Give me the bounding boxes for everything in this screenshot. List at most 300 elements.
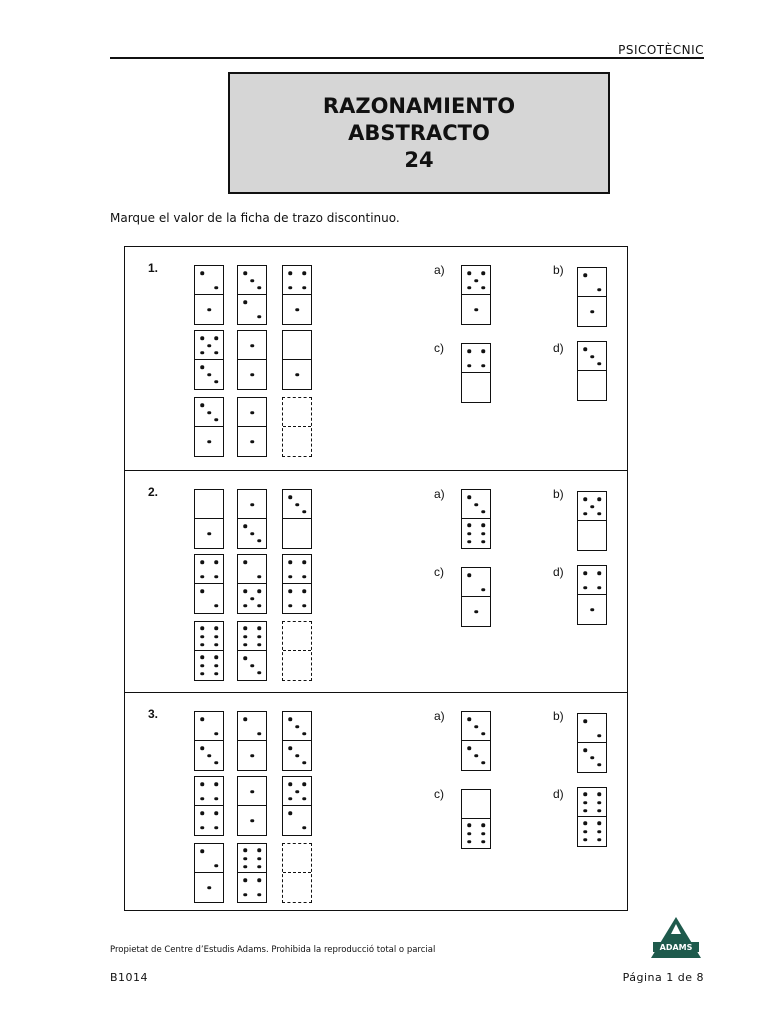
pip-dot [214,561,218,565]
domino-tile [282,330,312,390]
domino-half-bottom [238,740,266,770]
pip-dot [467,272,471,276]
option-domino [577,713,607,773]
domino-tile [194,776,224,836]
pip-dot [257,671,261,675]
pip-dot [467,832,471,836]
pip-dot [207,344,211,348]
domino-tile [237,397,267,457]
pip-dot [302,510,306,514]
domino-half-bottom [195,359,223,389]
pip-dot [295,503,299,507]
pip-dot [288,496,292,500]
pip-dot [250,532,254,536]
pip-dot [583,830,587,834]
pip-dot [597,793,601,797]
instruction: Marque el valor de la ficha de trazo discontinuo. [110,211,400,225]
pip-dot [200,747,204,751]
domino-half-bottom [195,518,223,548]
pip-dot [481,524,485,528]
domino-half-bottom [238,872,266,902]
domino-half-top [578,788,606,817]
footer-code: B1014 [110,971,149,984]
domino-tile [194,265,224,325]
adams-logo-icon [650,916,702,960]
pip-dot [583,822,587,826]
pip-dot [250,344,254,348]
domino-tile [237,554,267,614]
pip-dot [481,824,485,828]
domino-half-bottom [578,816,606,846]
domino-half-top [462,490,490,519]
pip-dot [597,362,601,366]
pip-dot [243,301,247,305]
pip-dot [200,850,204,854]
domino-tile [194,554,224,614]
pip-dot [288,590,292,594]
domino-half-top [283,266,311,295]
missing-domino [282,843,312,903]
pip-dot [288,812,292,816]
pip-dot [257,893,261,897]
pip-dot [288,783,292,787]
pip-dot [288,561,292,565]
domino-half-top [238,777,266,806]
footer-page: Página 1 de 8 [622,971,704,984]
pip-dot [214,672,218,676]
domino-half-top [238,712,266,741]
pip-dot [207,754,211,758]
pip-dot [214,575,218,579]
pip-dot [257,857,261,861]
domino-tile [194,397,224,457]
pip-dot [200,575,204,579]
domino-half-top [238,555,266,584]
question-panel-2 [124,470,628,693]
question-panel-3 [124,692,628,911]
pip-dot [583,793,587,797]
domino-half-top [283,712,311,741]
pip-dot [243,590,247,594]
pip-dot [295,790,299,794]
pip-dot [302,604,306,608]
title-box [228,72,610,194]
pip-dot [481,286,485,290]
pip-dot [302,783,306,787]
pip-dot [302,732,306,736]
domino-half-top [462,568,490,597]
pip-dot [474,308,478,312]
pip-dot [295,308,299,312]
domino-tile [282,711,312,771]
domino-half-top [283,331,311,360]
pip-dot [288,575,292,579]
pip-dot [590,355,594,359]
pip-dot [250,411,254,415]
domino-half-top [238,398,266,427]
domino-half-top [238,331,266,360]
pip-dot [583,720,587,724]
pip-dot [214,380,218,384]
footer-note: Propietat de Centre d’Estudis Adams. Prohibida la reproducció total o parcial [110,945,436,955]
domino-tile [194,621,224,681]
pip-dot [467,532,471,536]
pip-dot [200,366,204,370]
pip-dot [481,588,485,592]
pip-dot [214,635,218,639]
pip-dot [597,498,601,502]
pip-dot [481,364,485,368]
pip-dot [481,540,485,544]
question-number: 3. [148,707,159,721]
domino-half-top [195,844,223,873]
pip-dot [200,337,204,341]
domino-half-bottom [283,359,311,389]
pip-dot [214,286,218,290]
pip-dot [597,822,601,826]
domino-half-bottom [283,294,311,324]
pip-dot [200,635,204,639]
pip-dot [583,809,587,813]
pip-dot [257,575,261,579]
domino-half-bottom [578,296,606,326]
pip-dot [597,512,601,516]
option-label: b) [553,709,564,723]
pip-dot [590,608,594,612]
header-rule [110,57,704,59]
domino-tile [237,776,267,836]
pip-dot [474,610,478,614]
pip-dot [257,627,261,631]
domino-half-bottom [283,650,311,680]
pip-dot [200,590,204,594]
pip-dot [302,590,306,594]
domino-half-bottom [283,426,311,456]
pip-dot [481,350,485,354]
domino-half-bottom [195,294,223,324]
domino-half-bottom [238,359,266,389]
pip-dot [214,864,218,868]
pip-dot [302,761,306,765]
domino-half-top [195,490,223,519]
domino-half-bottom [238,518,266,548]
domino-half-top [578,268,606,297]
pip-dot [590,310,594,314]
pip-dot [207,308,211,312]
domino-tile [194,711,224,771]
pip-dot [583,348,587,352]
pip-dot [288,272,292,276]
option-label: d) [553,787,564,801]
pip-dot [200,351,204,355]
pip-dot [250,279,254,283]
pip-dot [200,826,204,830]
pip-dot [243,893,247,897]
domino-tile [237,711,267,771]
pip-dot [200,272,204,276]
pip-dot [200,664,204,668]
pip-dot [295,754,299,758]
pip-dot [257,732,261,736]
pip-dot [243,865,247,869]
domino-half-bottom [462,518,490,548]
domino-half-top [195,777,223,806]
domino-half-bottom [283,805,311,835]
pip-dot [467,718,471,722]
domino-half-top [238,266,266,295]
pip-dot [467,824,471,828]
domino-half-top [195,555,223,584]
option-label: c) [434,341,444,355]
pip-dot [200,783,204,787]
pip-dot [467,496,471,500]
pip-dot [467,574,471,578]
pip-dot [243,857,247,861]
pip-dot [583,801,587,805]
domino-half-bottom [195,872,223,902]
pip-dot [214,643,218,647]
domino-half-top [238,490,266,519]
pip-dot [583,838,587,842]
pip-dot [207,886,211,890]
domino-half-bottom [238,650,266,680]
domino-half-bottom [238,583,266,613]
domino-half-bottom [195,805,223,835]
title-line-1: RAZONAMIENTO [322,93,516,118]
domino-half-top [462,344,490,373]
pip-dot [214,656,218,660]
pip-dot [583,498,587,502]
domino-half-bottom [195,650,223,680]
pip-dot [467,364,471,368]
option-label: b) [553,263,564,277]
pip-dot [243,635,247,639]
pip-dot [257,849,261,853]
option-label: b) [553,487,564,501]
domino-half-bottom [238,426,266,456]
pip-dot [481,272,485,276]
domino-half-top [462,266,490,295]
domino-half-top [195,712,223,741]
pip-dot [214,783,218,787]
pip-dot [474,279,478,283]
pip-dot [257,590,261,594]
pip-dot [467,350,471,354]
pip-dot [597,809,601,813]
domino-half-bottom [195,740,223,770]
pip-dot [467,286,471,290]
pip-dot [214,732,218,736]
pip-dot [214,351,218,355]
pip-dot [583,586,587,590]
domino-tile [194,330,224,390]
pip-dot [250,373,254,377]
pip-dot [597,572,601,576]
pip-dot [257,865,261,869]
pip-dot [597,734,601,738]
domino-tile [282,776,312,836]
pip-dot [474,503,478,507]
option-domino [577,565,607,625]
option-domino [577,787,607,847]
pip-dot [207,532,211,536]
pip-dot [200,656,204,660]
pip-dot [243,718,247,722]
domino-half-top [195,331,223,360]
domino-tile [282,265,312,325]
pip-dot [257,879,261,883]
pip-dot [481,761,485,765]
pip-dot [295,725,299,729]
pip-dot [207,373,211,377]
domino-tile [282,554,312,614]
option-label: c) [434,787,444,801]
pip-dot [200,812,204,816]
domino-half-bottom [283,518,311,548]
pip-dot [288,747,292,751]
pip-dot [250,819,254,823]
domino-half-bottom [238,294,266,324]
pip-dot [257,539,261,543]
option-domino [461,343,491,403]
pip-dot [302,797,306,801]
pip-dot [302,272,306,276]
pip-dot [597,838,601,842]
domino-tile [237,489,267,549]
pip-dot [467,840,471,844]
domino-half-bottom [195,426,223,456]
pip-dot [590,505,594,509]
pip-dot [257,643,261,647]
option-label: d) [553,565,564,579]
question-panel-1 [124,246,628,471]
domino-tile [237,621,267,681]
pip-dot [481,732,485,736]
option-label: a) [434,487,445,501]
title-line-2: ABSTRACTO [348,120,490,145]
option-label: a) [434,263,445,277]
pip-dot [243,525,247,529]
pip-dot [288,286,292,290]
option-domino [577,341,607,401]
option-label: d) [553,341,564,355]
domino-half-bottom [238,805,266,835]
pip-dot [214,337,218,341]
domino-half-top [238,622,266,651]
domino-half-top [283,398,311,427]
pip-dot [250,754,254,758]
pip-dot [583,572,587,576]
pip-dot [302,826,306,830]
domino-half-top [462,790,490,819]
domino-tile [237,265,267,325]
pip-dot [257,315,261,319]
pip-dot [243,643,247,647]
domino-half-top [283,555,311,584]
option-domino [461,265,491,325]
pip-dot [597,586,601,590]
pip-dot [583,512,587,516]
pip-dot [250,597,254,601]
domino-half-top [283,490,311,519]
domino-half-top [195,266,223,295]
pip-dot [288,718,292,722]
pip-dot [583,749,587,753]
domino-tile [194,489,224,549]
pip-dot [481,532,485,536]
pip-dot [250,503,254,507]
pip-dot [295,373,299,377]
pip-dot [250,664,254,668]
pip-dot [214,604,218,608]
domino-half-bottom [462,818,490,848]
pip-dot [467,540,471,544]
pip-dot [597,830,601,834]
domino-half-bottom [283,583,311,613]
logo-text: ADAMS [659,943,693,952]
domino-half-bottom [283,740,311,770]
domino-half-top [283,844,311,873]
pip-dot [200,797,204,801]
pip-dot [214,664,218,668]
pip-dot [597,763,601,767]
pip-dot [214,797,218,801]
domino-half-top [578,566,606,595]
pip-dot [481,840,485,844]
pip-dot [214,826,218,830]
pip-dot [257,604,261,608]
header-label: PSICOTÈCNIC [618,43,704,57]
domino-half-bottom [283,872,311,902]
domino-half-top [283,622,311,651]
option-label: c) [434,565,444,579]
option-label: a) [434,709,445,723]
pip-dot [302,561,306,565]
option-domino [577,267,607,327]
domino-tile [237,843,267,903]
pip-dot [481,832,485,836]
pip-dot [257,286,261,290]
pip-dot [214,812,218,816]
pip-dot [474,725,478,729]
pip-dot [597,801,601,805]
question-number: 1. [148,261,159,275]
pip-dot [467,524,471,528]
title-line-3: 24 [404,147,434,172]
domino-half-top [462,712,490,741]
domino-half-bottom [578,594,606,624]
pip-dot [250,440,254,444]
domino-half-bottom [578,520,606,550]
domino-half-bottom [462,294,490,324]
domino-half-top [578,714,606,743]
pip-dot [243,627,247,631]
domino-half-bottom [462,372,490,402]
pip-dot [207,440,211,444]
option-domino [461,567,491,627]
pip-dot [597,288,601,292]
pip-dot [214,627,218,631]
missing-domino [282,397,312,457]
domino-half-bottom [462,596,490,626]
pip-dot [590,756,594,760]
domino-half-bottom [578,370,606,400]
domino-half-top [578,342,606,371]
pip-dot [214,761,218,765]
pip-dot [243,657,247,661]
pip-dot [243,879,247,883]
pip-dot [243,561,247,565]
